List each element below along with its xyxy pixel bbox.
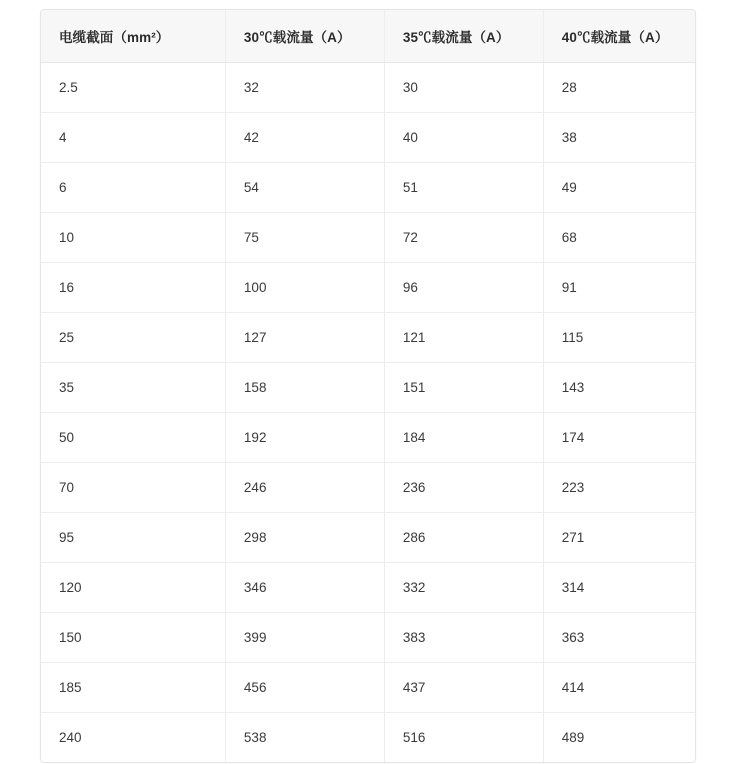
table-row (41, 63, 695, 113)
cell-ampacity-40c: 38 (543, 113, 695, 163)
table-row (41, 163, 695, 213)
cell-ampacity-30c: 54 (225, 163, 384, 213)
table-row (41, 713, 695, 763)
cell-ampacity-40c: 363 (543, 613, 695, 663)
cell-ampacity-35c: 332 (384, 563, 543, 613)
cell-ampacity-35c: 383 (384, 613, 543, 663)
table-row (41, 113, 695, 163)
cell-ampacity-30c: 538 (225, 713, 384, 763)
cell-ampacity-30c: 42 (225, 113, 384, 163)
cell-ampacity-35c: 516 (384, 713, 543, 763)
cell-ampacity-35c: 437 (384, 663, 543, 713)
cell-cable-section: 50 (41, 413, 225, 463)
ampacity-table-container (40, 9, 696, 763)
cell-cable-section: 6 (41, 163, 225, 213)
cell-ampacity-35c: 184 (384, 413, 543, 463)
table-row (41, 313, 695, 363)
cell-ampacity-35c: 72 (384, 213, 543, 263)
column-header-ampacity-35c: 35℃载流量（A） (384, 10, 543, 63)
cell-cable-section: 25 (41, 313, 225, 363)
cell-cable-section: 2.5 (41, 63, 225, 113)
cell-cable-section: 150 (41, 613, 225, 663)
cell-ampacity-35c: 51 (384, 163, 543, 213)
table-row (41, 613, 695, 663)
column-header-ampacity-40c: 40℃载流量（A） (543, 10, 695, 63)
cell-ampacity-35c: 236 (384, 463, 543, 513)
cable-ampacity-table (41, 10, 695, 762)
cell-ampacity-30c: 246 (225, 463, 384, 513)
cell-ampacity-35c: 121 (384, 313, 543, 363)
cell-cable-section: 70 (41, 463, 225, 513)
table-row (41, 663, 695, 713)
cell-ampacity-35c: 96 (384, 263, 543, 313)
cell-cable-section: 4 (41, 113, 225, 163)
cell-cable-section: 35 (41, 363, 225, 413)
cell-ampacity-30c: 100 (225, 263, 384, 313)
table-row (41, 413, 695, 463)
cell-ampacity-30c: 127 (225, 313, 384, 363)
table-header (41, 10, 695, 63)
cell-ampacity-40c: 271 (543, 513, 695, 563)
cell-cable-section: 16 (41, 263, 225, 313)
cell-cable-section: 95 (41, 513, 225, 563)
cell-ampacity-35c: 286 (384, 513, 543, 563)
cell-ampacity-35c: 40 (384, 113, 543, 163)
cell-ampacity-40c: 68 (543, 213, 695, 263)
cell-ampacity-30c: 456 (225, 663, 384, 713)
cell-ampacity-40c: 115 (543, 313, 695, 363)
table-header-row (41, 10, 695, 63)
cell-ampacity-35c: 151 (384, 363, 543, 413)
table-row (41, 513, 695, 563)
cell-ampacity-40c: 143 (543, 363, 695, 413)
cell-ampacity-40c: 314 (543, 563, 695, 613)
cell-ampacity-30c: 75 (225, 213, 384, 263)
cell-ampacity-40c: 28 (543, 63, 695, 113)
cell-ampacity-30c: 399 (225, 613, 384, 663)
cell-ampacity-40c: 174 (543, 413, 695, 463)
cell-cable-section: 10 (41, 213, 225, 263)
table-body (41, 63, 695, 763)
table-row (41, 363, 695, 413)
cell-cable-section: 240 (41, 713, 225, 763)
table-row (41, 213, 695, 263)
cell-cable-section: 185 (41, 663, 225, 713)
cell-ampacity-40c: 91 (543, 263, 695, 313)
table-row (41, 263, 695, 313)
cell-ampacity-40c: 489 (543, 713, 695, 763)
cell-cable-section: 120 (41, 563, 225, 613)
cell-ampacity-30c: 298 (225, 513, 384, 563)
table-row (41, 563, 695, 613)
column-header-cable-section: 电缆截面（mm²） (41, 10, 225, 63)
table-row (41, 463, 695, 513)
cell-ampacity-30c: 32 (225, 63, 384, 113)
cell-ampacity-30c: 158 (225, 363, 384, 413)
cell-ampacity-30c: 346 (225, 563, 384, 613)
cell-ampacity-40c: 49 (543, 163, 695, 213)
cell-ampacity-35c: 30 (384, 63, 543, 113)
column-header-ampacity-30c: 30℃载流量（A） (225, 10, 384, 63)
cell-ampacity-30c: 192 (225, 413, 384, 463)
cell-ampacity-40c: 414 (543, 663, 695, 713)
cell-ampacity-40c: 223 (543, 463, 695, 513)
